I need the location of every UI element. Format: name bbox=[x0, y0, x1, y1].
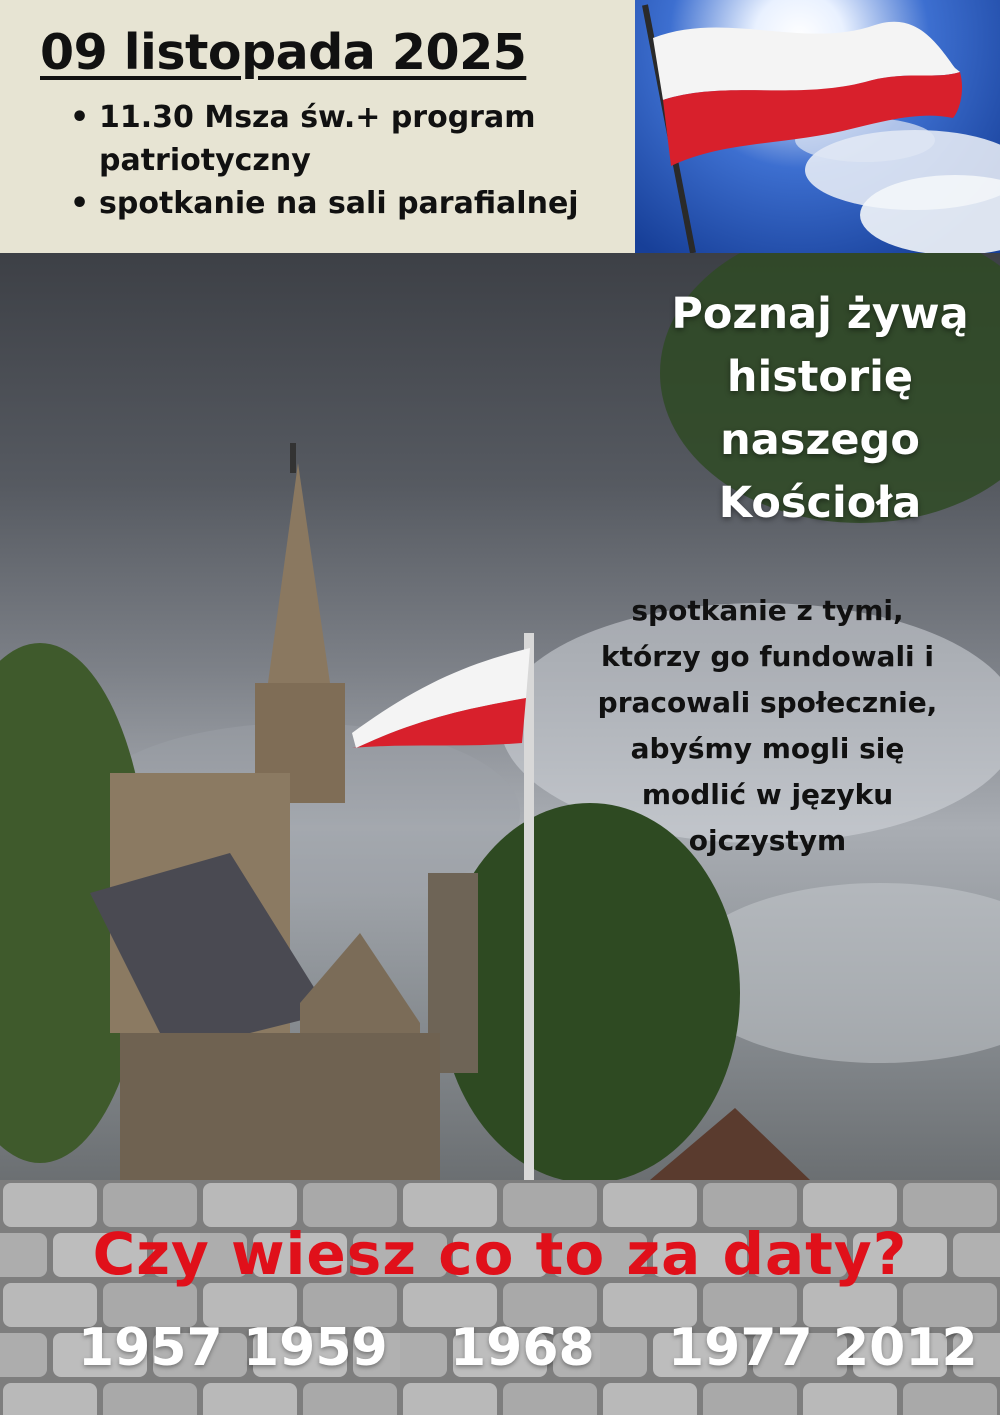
church-photo bbox=[0, 253, 1000, 1180]
description: spotkanie z tymi, którzy go fundowali i pracowali społecznie, abyśmy mogli się modlić w języku ojczystym bbox=[597, 594, 938, 857]
headline: Poznaj żywą historię naszego Kościoła bbox=[671, 289, 969, 528]
polish-flag-photo bbox=[635, 0, 1000, 253]
year-3: 1968 bbox=[450, 1318, 595, 1378]
event-list bbox=[66, 96, 626, 225]
year-1: 1957 bbox=[78, 1318, 223, 1378]
flag-sky-illustration bbox=[635, 0, 1000, 253]
event-item-mass: • 11.30 Msza św.+ program patriotyczny bbox=[66, 96, 626, 182]
event-item-meeting: • spotkanie na sali parafialnej bbox=[66, 182, 626, 225]
years-row bbox=[0, 1318, 1000, 1388]
dates-question: Czy wiesz co to za daty? bbox=[92, 1220, 908, 1288]
year-2: 1959 bbox=[243, 1318, 388, 1378]
header-panel bbox=[0, 0, 635, 253]
event-date: 09 listopada 2025 bbox=[40, 24, 527, 81]
year-4: 1977 bbox=[668, 1318, 813, 1378]
year-5: 2012 bbox=[833, 1318, 978, 1378]
